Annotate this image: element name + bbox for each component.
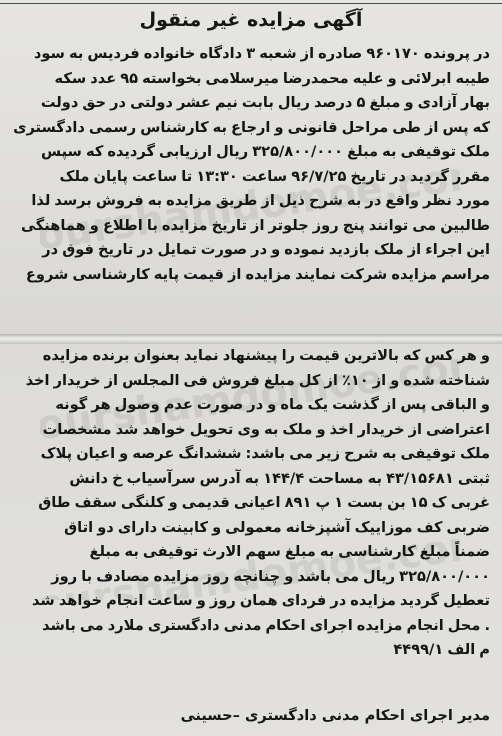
text-line: . محل انجام مزایده اجرای احکام مدنی دادگستری ملارد می باشد — [42, 616, 490, 634]
text-line: ۳۲۵/۸۰۰/۰۰۰ ریال می باشد و چنانچه روز مزایده مصادف با روز — [51, 567, 490, 585]
top-rule — [0, 3, 502, 4]
text-line: ضمناً مبلغ کارشناسی به مبلغ سهم الارث توقیفی به مبلغ — [89, 543, 490, 560]
watermark-text-3: Bourshamdomoe.com — [40, 520, 460, 600]
text-line: شناخته شده و از ۱۰٪ از کل مبلغ فروش فی المجلس از خریدار اخذ — [25, 371, 490, 389]
watermark-text-2: Bourshamdomoe.com — [40, 340, 460, 454]
text-line: تعطیل گردید مزایده در فردای همان روز و ساعت انجام خواهد شد — [31, 592, 490, 609]
signature-line: مدیر اجرای احکام مدنی دادگستری –حسینی — [180, 707, 490, 724]
text-line: اعتراضی از خریدار اخذ و ملک به وی تحویل خواهد شد مشخصات — [42, 420, 490, 438]
text-line: ثبتی ۴۳/۱۵۶۸۱ به مساحت ۱۴۴/۴ به آدرس سرآسیاب خ دانش — [69, 469, 490, 487]
notice-paragraph-1 — [12, 42, 490, 287]
text-line: مراسم مزایده شرکت نمایند مزایده از قیمت پایه کارشناسی شروع — [25, 265, 490, 283]
text-line: در پرونده ۹۶۰۱۷۰ صادره از شعبه ۳ دادگاه خانواده فردیس به سود — [33, 45, 490, 62]
text-line: ملک توقیفی به شرح زیر می باشد: ششدانگ عرصه و اعیان پلاک — [40, 445, 490, 462]
text-line: طالبین می توانند پنج روز جلوتر از تاریخ مزایده با اطلاع و هماهنگی — [21, 216, 490, 234]
watermark-text-1: Bourshamdomoe.com — [40, 150, 460, 264]
reference-number: م الف ۴۴۹۹/۱ — [393, 641, 490, 658]
text-line: که پس از طی مراحل قانونی و ارجاع به کارشناس رسمی دادگستری — [13, 118, 490, 136]
text-line: ضربی کف موزاییک آشپزخانه معمولی و کابینت دارای دو اتاق — [64, 518, 490, 536]
text-line: غربی ک ۱۵ بن بست ۱ پ ۸۹۱ اعیانی قدیمی و کلنگی سقف طاق — [38, 494, 490, 511]
text-line: ملک توقیفی به مبلغ ۳۲۵/۸۰۰/۰۰۰ ریال ارزیابی گردیده که سپس — [40, 143, 490, 160]
text-line: طیبه ابرلائی و علیه محمدرضا میرسلامی بخواسته ۹۵ عدد سکه — [54, 69, 490, 87]
text-line: مقرر گردید در تاریخ ۹۶/۷/۲۵ ساعت ۱۳:۳۰ تا ساعت پایان ملک — [59, 167, 490, 185]
text-line: این اجراء از ملک بازدید نموده و در صورت تمایل در تاریخ فوق در — [42, 241, 490, 258]
text-line: بهار آزادی و مبلغ ۵ درصد ریال بابت نیم عشر دولتی در حق دولت — [40, 94, 490, 111]
notice-title: آگهی مزایده غیر منقول — [139, 9, 363, 31]
text-line: و الباقی پس از گذشت یک ماه و در صورت عدم وصول هر گونه — [55, 396, 490, 413]
text-line: و هر کس که بالاترین قیمت را پیشنهاد نماید بعنوان برنده مزایده — [42, 347, 490, 364]
paper-fold-crease — [0, 334, 502, 344]
text-line: مورد نظر واقع در به شرح ذیل از طریق مزایده به فروش برسد لذا — [31, 192, 490, 209]
notice-paragraph-2 — [12, 344, 490, 663]
